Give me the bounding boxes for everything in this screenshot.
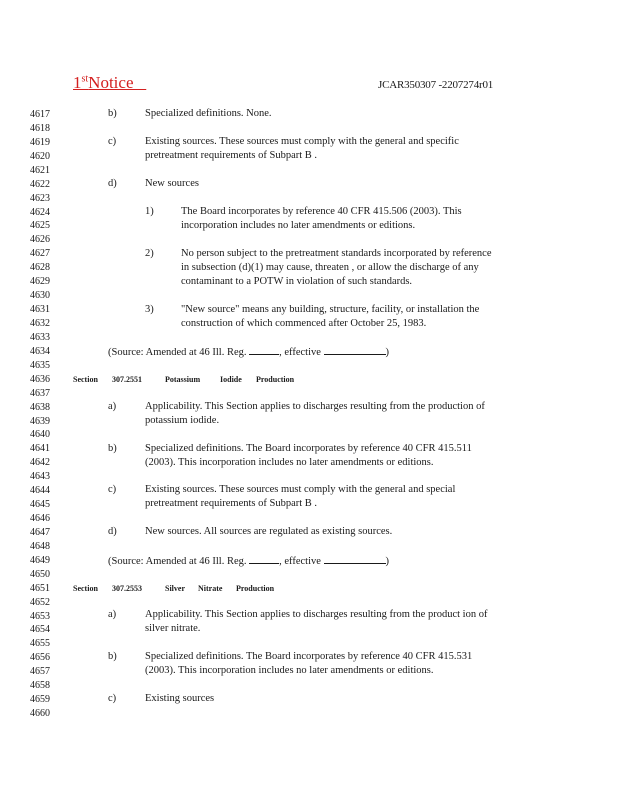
line-number: 4624 [30,206,50,218]
subitem-label: 1) [145,206,154,217]
line-number: 4625 [30,220,50,232]
line-number: 4655 [30,638,50,650]
section-title: Production [256,375,295,384]
paragraph-text: pretreatment requirements of Subpart B . [145,498,318,509]
line-number: 4652 [30,596,50,608]
subitem-label: 2) [145,248,154,259]
line-number: 4627 [30,248,50,260]
paragraph-text: (2003). This incorporation includes no later amendments or editions. [145,457,434,468]
section-title: Silver [165,584,185,593]
line-number: 4657 [30,666,50,678]
paragraph-text: Applicability. This Section applies to discharges resulting from the product ion of [145,609,488,620]
paragraph-text: New sources [145,178,199,189]
line-number: 4641 [30,443,50,455]
paragraph-text: pretreatment requirements of Subpart B . [145,150,318,161]
line-number: 4621 [30,164,50,176]
paragraph-text: Existing sources. These sources must comply with the general and special [145,484,456,495]
line-number: 4631 [30,304,50,315]
line-number: 4637 [30,387,50,399]
line-number: 4645 [30,499,50,510]
line-number: 4651 [30,582,50,594]
paragraph-text: Specialized definitions. None. [145,108,272,119]
line-number: 4619 [30,136,50,148]
section-title: Nitrate [198,584,223,593]
paragraph-text: New sources. All sources are regulated as existing sources. [145,526,393,537]
item-label: c) [108,693,117,704]
paragraph-text: incorporation includes no later amendments or editions. [181,220,416,231]
item-label: d) [108,178,117,189]
section-number: 307.2553 [112,584,142,593]
line-number: 4628 [30,262,50,274]
line-number: 4634 [30,345,50,357]
item-label: b) [108,108,117,119]
section-heading-label: Section [73,375,98,384]
paragraph-text: Applicability. This Section applies to discharges resulting from the production of [145,401,485,412]
source-note: (Source: Amended at 46 Ill. Reg. , effective ) [108,347,390,358]
item-label: a) [108,401,117,412]
section-title: Iodide [220,375,242,384]
paragraph-text: in subsection (d)(1) may cause, threaten , or allow the discharge of any [181,262,479,273]
paragraph-text: (2003). This incorporation includes no later amendments or editions. [145,665,434,676]
line-number: 4622 [30,178,50,190]
paragraph-text: No person subject to the pretreatment standards incorporated by reference [181,248,492,259]
line-number: 4653 [30,610,50,622]
line-number: 4649 [30,554,50,566]
document-code: JCAR350307 -2207274r01 [378,79,494,91]
paragraph-text: potassium iodide. [145,415,220,426]
paragraph-text: Existing sources [145,693,215,704]
line-number: 4647 [30,526,50,538]
paragraph-text: silver nitrate. [145,623,201,634]
source-note: (Source: Amended at 46 Ill. Reg. , effective ) [108,556,390,567]
line-number: 4636 [30,373,50,385]
paragraph-text: contaminant to a POTW in violation of such standards. [181,276,413,287]
item-label: d) [108,526,117,537]
paragraph-text: "New source" means any building, structure, facility, or installation the [181,304,480,315]
line-number: 4617 [30,109,50,120]
blank-field [324,554,386,564]
line-number: 4623 [30,192,50,204]
item-label: b) [108,443,117,454]
line-number: 4639 [30,415,50,427]
line-number: 4654 [30,624,50,636]
line-number: 4626 [30,234,50,246]
paragraph-text: construction of which commenced after October 25, 1983. [181,318,427,329]
section-number: 307.2551 [112,375,142,384]
line-number: 4629 [30,276,50,288]
section-heading-label: Section [73,584,98,593]
line-number: 4640 [30,429,50,441]
notice-label: 1stNotice [73,73,134,92]
item-label: c) [108,484,117,495]
item-label: a) [108,609,117,620]
line-number: 4635 [30,359,50,371]
line-number: 4644 [30,485,50,497]
paragraph-text: The Board incorporates by reference 40 CFR 415.506 (2003). This [181,206,462,217]
item-label: b) [108,651,117,662]
blank-field [249,345,279,355]
paragraph-text: Existing sources. These sources must comply with the general and specific [145,136,459,147]
paragraph-text: Specialized definitions. The Board incorporates by reference 40 CFR 415.531 [145,651,473,662]
section-title: Potassium [165,375,201,384]
line-number: 4660 [30,708,50,719]
blank-field [249,554,279,564]
line-number: 4648 [30,540,50,552]
line-number: 4638 [30,401,50,413]
line-number: 4659 [30,694,50,706]
line-number: 4658 [30,680,50,692]
line-number: 4643 [30,471,50,483]
item-label: c) [108,136,117,147]
line-number: 4632 [30,317,50,329]
line-number: 4620 [30,150,50,162]
line-number: 4650 [30,568,50,580]
subitem-label: 3) [145,304,154,315]
line-number: 4646 [30,513,50,524]
line-number: 4656 [30,652,50,664]
section-title: Production [236,584,275,593]
blank-field [324,345,386,355]
line-number: 4618 [30,122,50,134]
line-number: 4630 [30,290,50,302]
paragraph-text: Specialized definitions. The Board incorporates by reference 40 CFR 415.511 [145,443,472,454]
line-number: 4633 [30,331,50,343]
line-number: 4642 [30,457,50,469]
